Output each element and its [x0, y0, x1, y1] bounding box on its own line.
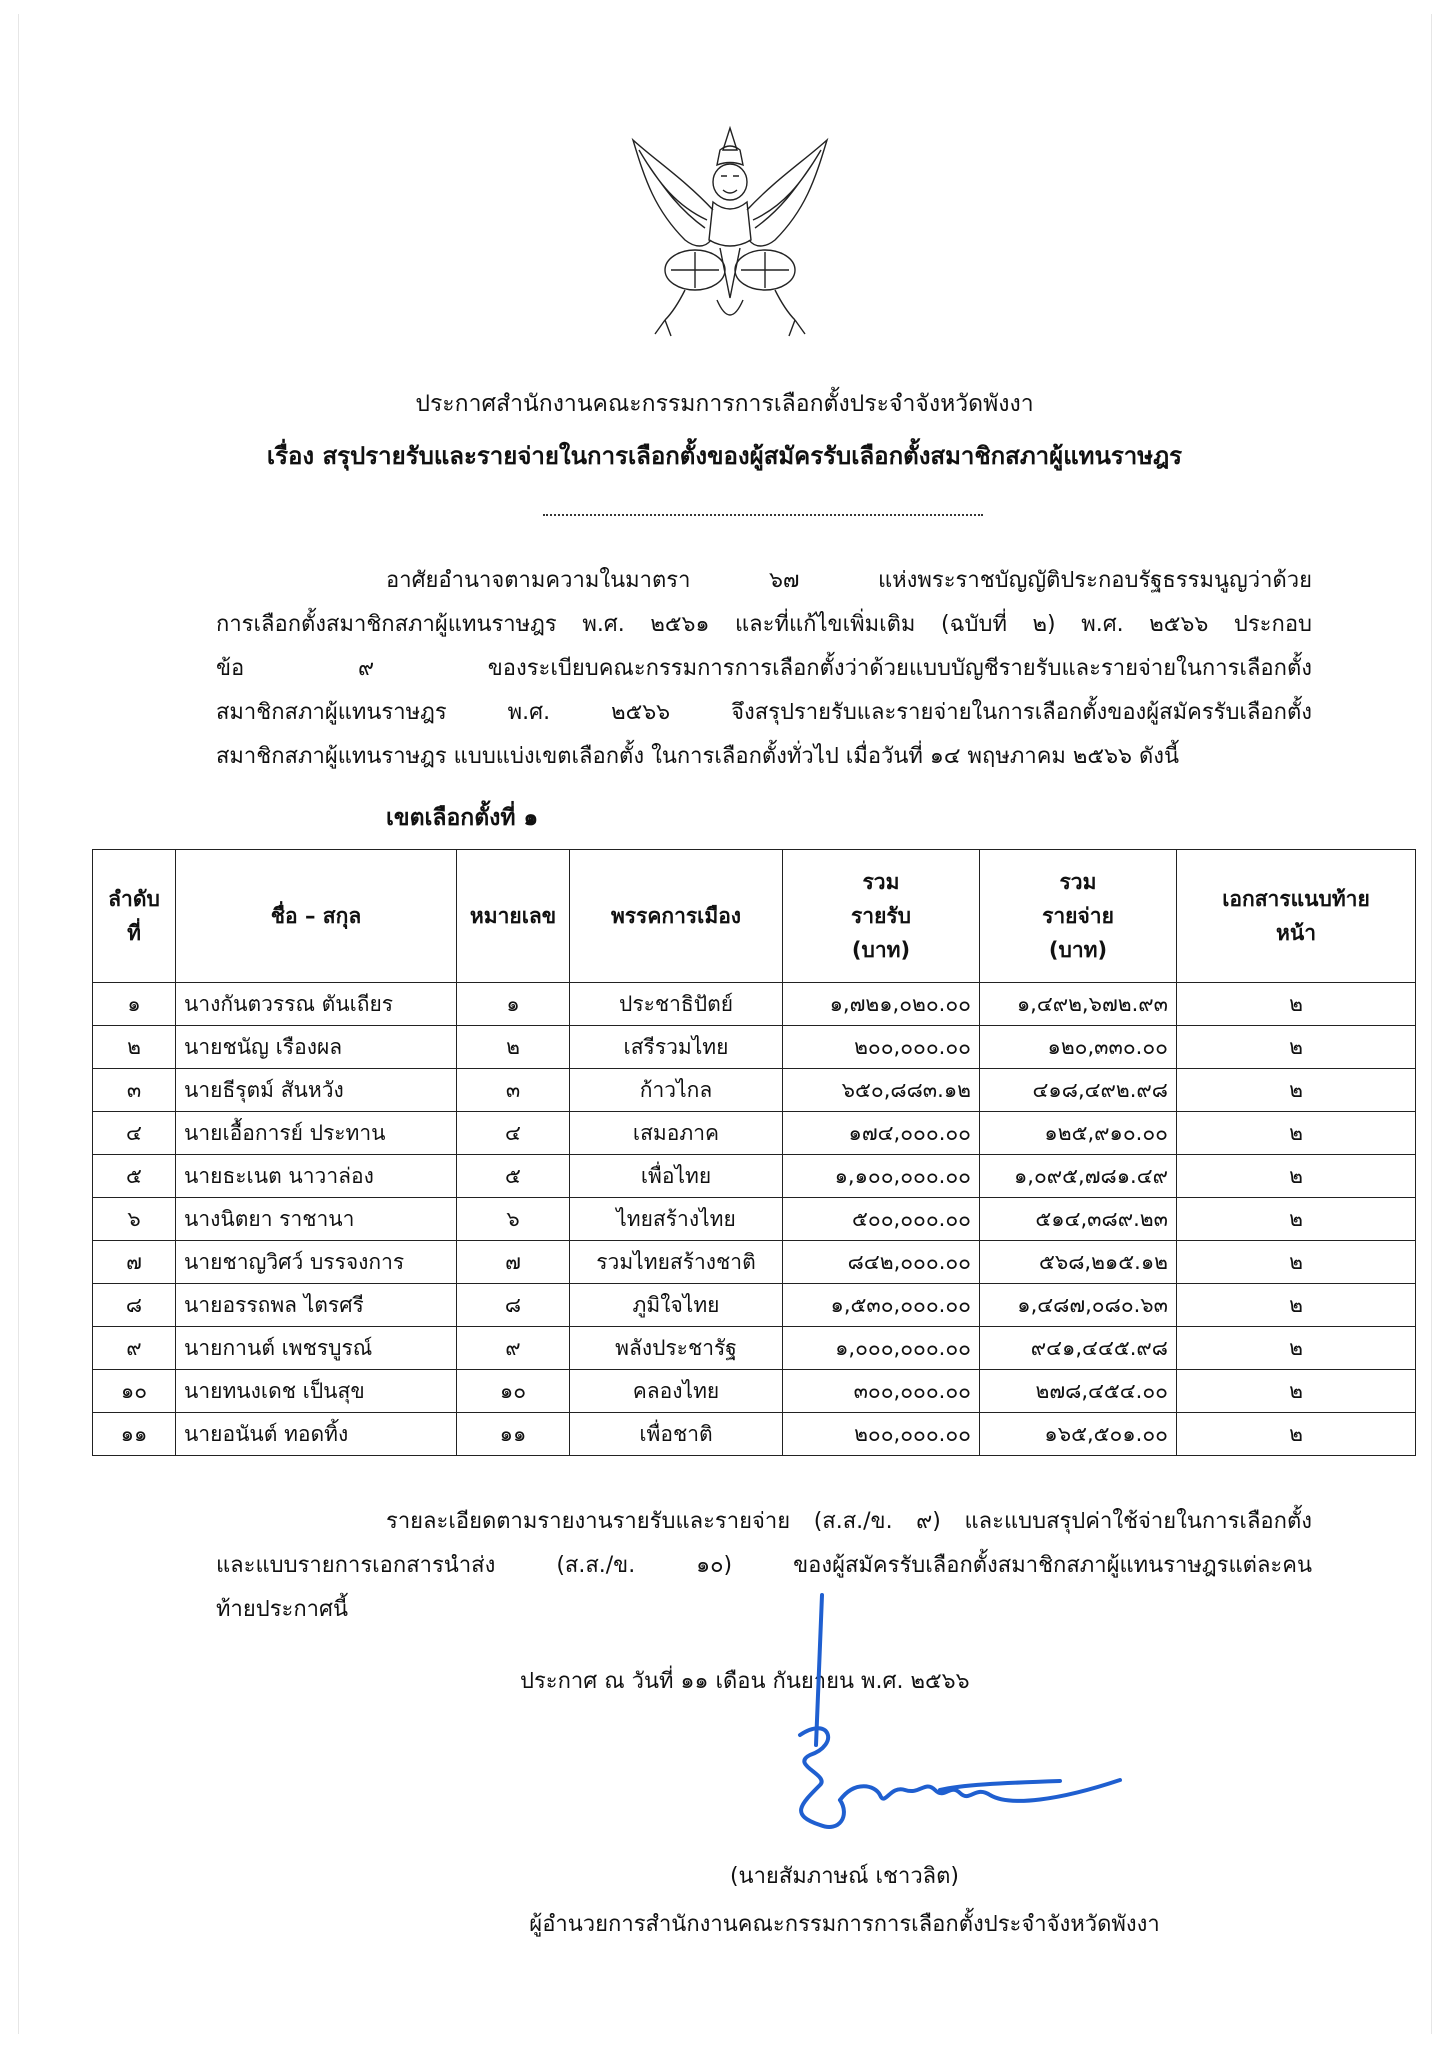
signer-name: (นายสัมภาษณ์ เชาวลิต) [729, 1864, 960, 1889]
row-income: ๑๗๔,๐๐๐.๐๐ [783, 1112, 980, 1155]
row-party: ก้าวไกล [570, 1069, 783, 1112]
announcement-date: ประกาศ ณ วันที่ ๑๑ เดือน กันยายน พ.ศ. ๒๕๖๖ [520, 1669, 970, 1694]
row-order: ๗ [93, 1241, 176, 1284]
row-party: เพื่อไทย [570, 1155, 783, 1198]
row-income: ๒๐๐,๐๐๐.๐๐ [783, 1413, 980, 1456]
row-name: นายอรรถพล ไตรศรี [176, 1284, 457, 1327]
row-number: ๘ [457, 1284, 570, 1327]
header-name: ชื่อ – สกุล [176, 850, 457, 983]
row-party: เพื่อชาติ [570, 1413, 783, 1456]
row-expense: ๕๖๘,๒๑๕.๑๒ [980, 1241, 1177, 1284]
row-number: ๓ [457, 1069, 570, 1112]
header-docs-line: หน้า [1276, 921, 1316, 945]
intro-line: ข้อ ๙ ของระเบียบคณะกรรมการการเลือกตั้งว่าด้วยแบบบัญชีรายรับและรายจ่ายในการเลือกตั้ง [216, 656, 1312, 681]
header-docs-line: เอกสารแนบท้าย [1222, 887, 1370, 911]
intro-line: สมาชิกสภาผู้แทนราษฎร แบบแบ่งเขตเลือกตั้ง ในการเลือกตั้งทั่วไป เมื่อวันที่ ๑๔ พฤษภาคม ๒๕๖๖ ดังนี้ [216, 744, 1180, 769]
row-name: นายทนงเดช เป็นสุข [176, 1370, 457, 1413]
garuda-emblem-icon [625, 120, 835, 342]
header-expense [980, 850, 1177, 983]
announcement-subject: เรื่อง สรุปรายรับและรายจ่ายในการเลือกตั้งของผู้สมัครรับเลือกตั้งสมาชิกสภาผู้แทนราษฎร [266, 442, 1183, 470]
row-party: รวมไทยสร้างชาติ [570, 1241, 783, 1284]
row-party: ภูมิใจไทย [570, 1284, 783, 1327]
header-attached-pages [1177, 850, 1416, 983]
row-expense: ๑,๔๙๒,๖๗๒.๙๓ [980, 983, 1177, 1026]
table-row [93, 983, 1416, 1026]
row-name: นายกานต์ เพชรบูรณ์ [176, 1327, 457, 1370]
row-income: ๘๔๒,๐๐๐.๐๐ [783, 1241, 980, 1284]
row-number: ๙ [457, 1327, 570, 1370]
header-income [783, 850, 980, 983]
expense-summary-table [92, 849, 1416, 1456]
header-order-line: ลำดับ [108, 887, 160, 911]
dotted-divider [543, 514, 983, 516]
row-number: ๖ [457, 1198, 570, 1241]
header-income-line: รวม [862, 870, 900, 894]
row-order: ๒ [93, 1026, 176, 1069]
row-party: พลังประชารัฐ [570, 1327, 783, 1370]
details-line: และแบบรายการเอกสารนำส่ง (ส.ส./ข. ๑๐) ของผู้สมัครรับเลือกตั้งสมาชิกสภาผู้แทนราษฎรแต่ละคน [216, 1553, 1312, 1578]
header-order [93, 850, 176, 983]
row-income: ๑,๕๓๐,๐๐๐.๐๐ [783, 1284, 980, 1327]
header-expense-line: (บาท) [1048, 938, 1108, 962]
row-income: ๑,๐๐๐,๐๐๐.๐๐ [783, 1327, 980, 1370]
details-line: ท้ายประกาศนี้ [216, 1597, 349, 1622]
row-attached-pages: ๒ [1177, 1026, 1416, 1069]
table-row [93, 1370, 1416, 1413]
row-name: นายธีรุตม์ สันหวัง [176, 1069, 457, 1112]
row-order: ๕ [93, 1155, 176, 1198]
row-attached-pages: ๒ [1177, 1112, 1416, 1155]
row-order: ๙ [93, 1327, 176, 1370]
announcement-title: ประกาศสำนักงานคณะกรรมการการเลือกตั้งประจำจังหวัดพังงา [415, 391, 1034, 417]
row-income: ๖๕๐,๘๘๓.๑๒ [783, 1069, 980, 1112]
table-row [93, 1413, 1416, 1456]
row-number: ๒ [457, 1026, 570, 1069]
row-order: ๘ [93, 1284, 176, 1327]
row-number: ๑ [457, 983, 570, 1026]
row-order: ๔ [93, 1112, 176, 1155]
row-expense: ๒๗๘,๔๕๔.๐๐ [980, 1370, 1177, 1413]
row-expense: ๑๒๕,๙๑๐.๐๐ [980, 1112, 1177, 1155]
row-attached-pages: ๒ [1177, 1155, 1416, 1198]
row-attached-pages: ๒ [1177, 1198, 1416, 1241]
row-party: ประชาธิปัตย์ [570, 983, 783, 1026]
row-attached-pages: ๒ [1177, 1241, 1416, 1284]
row-party: คลองไทย [570, 1370, 783, 1413]
header-expense-line: รายจ่าย [1042, 904, 1114, 928]
header-income-line: (บาท) [851, 938, 911, 962]
row-party: ไทยสร้างไทย [570, 1198, 783, 1241]
table-row [93, 1069, 1416, 1112]
row-name: นางกันตวรรณ ตันเถียร [176, 983, 457, 1026]
row-name: นายชาญวิศว์ บรรจงการ [176, 1241, 457, 1284]
header-income-line: รายรับ [851, 904, 911, 928]
row-expense: ๑,๔๘๗,๐๘๐.๖๓ [980, 1284, 1177, 1327]
row-order: ๖ [93, 1198, 176, 1241]
row-party: เสมอภาค [570, 1112, 783, 1155]
row-income: ๑,๗๒๑,๐๒๐.๐๐ [783, 983, 980, 1026]
table-row [93, 1198, 1416, 1241]
intro-line: อาศัยอำนาจตามความในมาตรา ๖๗ แห่งพระราชบัญญัติประกอบรัฐธรรมนูญว่าด้วย [386, 568, 1312, 593]
row-attached-pages: ๒ [1177, 1370, 1416, 1413]
table-row [93, 1112, 1416, 1155]
row-name: นายชนัญ เรืองผล [176, 1026, 457, 1069]
row-income: ๑,๑๐๐,๐๐๐.๐๐ [783, 1155, 980, 1198]
row-name: นายอนันต์ ทอดทิ้ง [176, 1413, 457, 1456]
row-income: ๓๐๐,๐๐๐.๐๐ [783, 1370, 980, 1413]
row-name: นางนิตยา ราชานา [176, 1198, 457, 1241]
row-order: ๑ [93, 983, 176, 1026]
intro-paragraph [216, 559, 1312, 779]
row-party: เสรีรวมไทย [570, 1026, 783, 1069]
row-attached-pages: ๒ [1177, 1069, 1416, 1112]
row-expense: ๑๖๕,๕๐๑.๐๐ [980, 1413, 1177, 1456]
header-number: หมายเลข [457, 850, 570, 983]
table-header-row [93, 850, 1416, 983]
row-expense: ๔๑๘,๔๙๒.๙๘ [980, 1069, 1177, 1112]
table-row [93, 1155, 1416, 1198]
row-income: ๒๐๐,๐๐๐.๐๐ [783, 1026, 980, 1069]
intro-line: สมาชิกสภาผู้แทนราษฎร พ.ศ. ๒๕๖๖ จึงสรุปรายรับและรายจ่ายในการเลือกตั้งของผู้สมัครรับเลือกตั้ง [216, 700, 1312, 725]
row-number: ๔ [457, 1112, 570, 1155]
row-number: ๑๐ [457, 1370, 570, 1413]
row-expense: ๑๒๐,๓๓๐.๐๐ [980, 1026, 1177, 1069]
row-number: ๕ [457, 1155, 570, 1198]
row-expense: ๙๔๑,๔๔๕.๙๘ [980, 1327, 1177, 1370]
signer-position: ผู้อำนวยการสำนักงานคณะกรรมการการเลือกตั้งประจำจังหวัดพังงา [529, 1912, 1160, 1937]
row-number: ๑๑ [457, 1413, 570, 1456]
row-expense: ๕๑๔,๓๘๙.๒๓ [980, 1198, 1177, 1241]
header-party: พรรคการเมือง [570, 850, 783, 983]
row-income: ๕๐๐,๐๐๐.๐๐ [783, 1198, 980, 1241]
row-attached-pages: ๒ [1177, 1284, 1416, 1327]
table-row [93, 1327, 1416, 1370]
zone-label: เขตเลือกตั้งที่ ๑ [386, 805, 539, 831]
header-expense-line: รวม [1059, 870, 1097, 894]
details-line: รายละเอียดตามรายงานรายรับและรายจ่าย (ส.ส./ข. ๙) และแบบสรุปค่าใช้จ่ายในการเลือกตั้ง [386, 1509, 1312, 1534]
row-name: นายเอื้อการย์ ประทาน [176, 1112, 457, 1155]
row-attached-pages: ๒ [1177, 1327, 1416, 1370]
table-row [93, 1284, 1416, 1327]
table-row [93, 1241, 1416, 1284]
row-order: ๑๑ [93, 1413, 176, 1456]
header-order-line: ที่ [127, 921, 141, 945]
row-expense: ๑,๐๙๕,๗๘๑.๔๙ [980, 1155, 1177, 1198]
handwritten-signature [760, 1585, 1160, 1855]
row-order: ๓ [93, 1069, 176, 1112]
row-attached-pages: ๒ [1177, 1413, 1416, 1456]
row-number: ๗ [457, 1241, 570, 1284]
row-attached-pages: ๒ [1177, 983, 1416, 1026]
table-row [93, 1026, 1416, 1069]
row-name: นายธะเนต นาวาล่อง [176, 1155, 457, 1198]
row-order: ๑๐ [93, 1370, 176, 1413]
intro-line: การเลือกตั้งสมาชิกสภาผู้แทนราษฎร พ.ศ. ๒๕๖๑ และที่แก้ไขเพิ่มเติม (ฉบับที่ ๒) พ.ศ. ๒๕๖๖ ประกอบ [216, 612, 1312, 637]
